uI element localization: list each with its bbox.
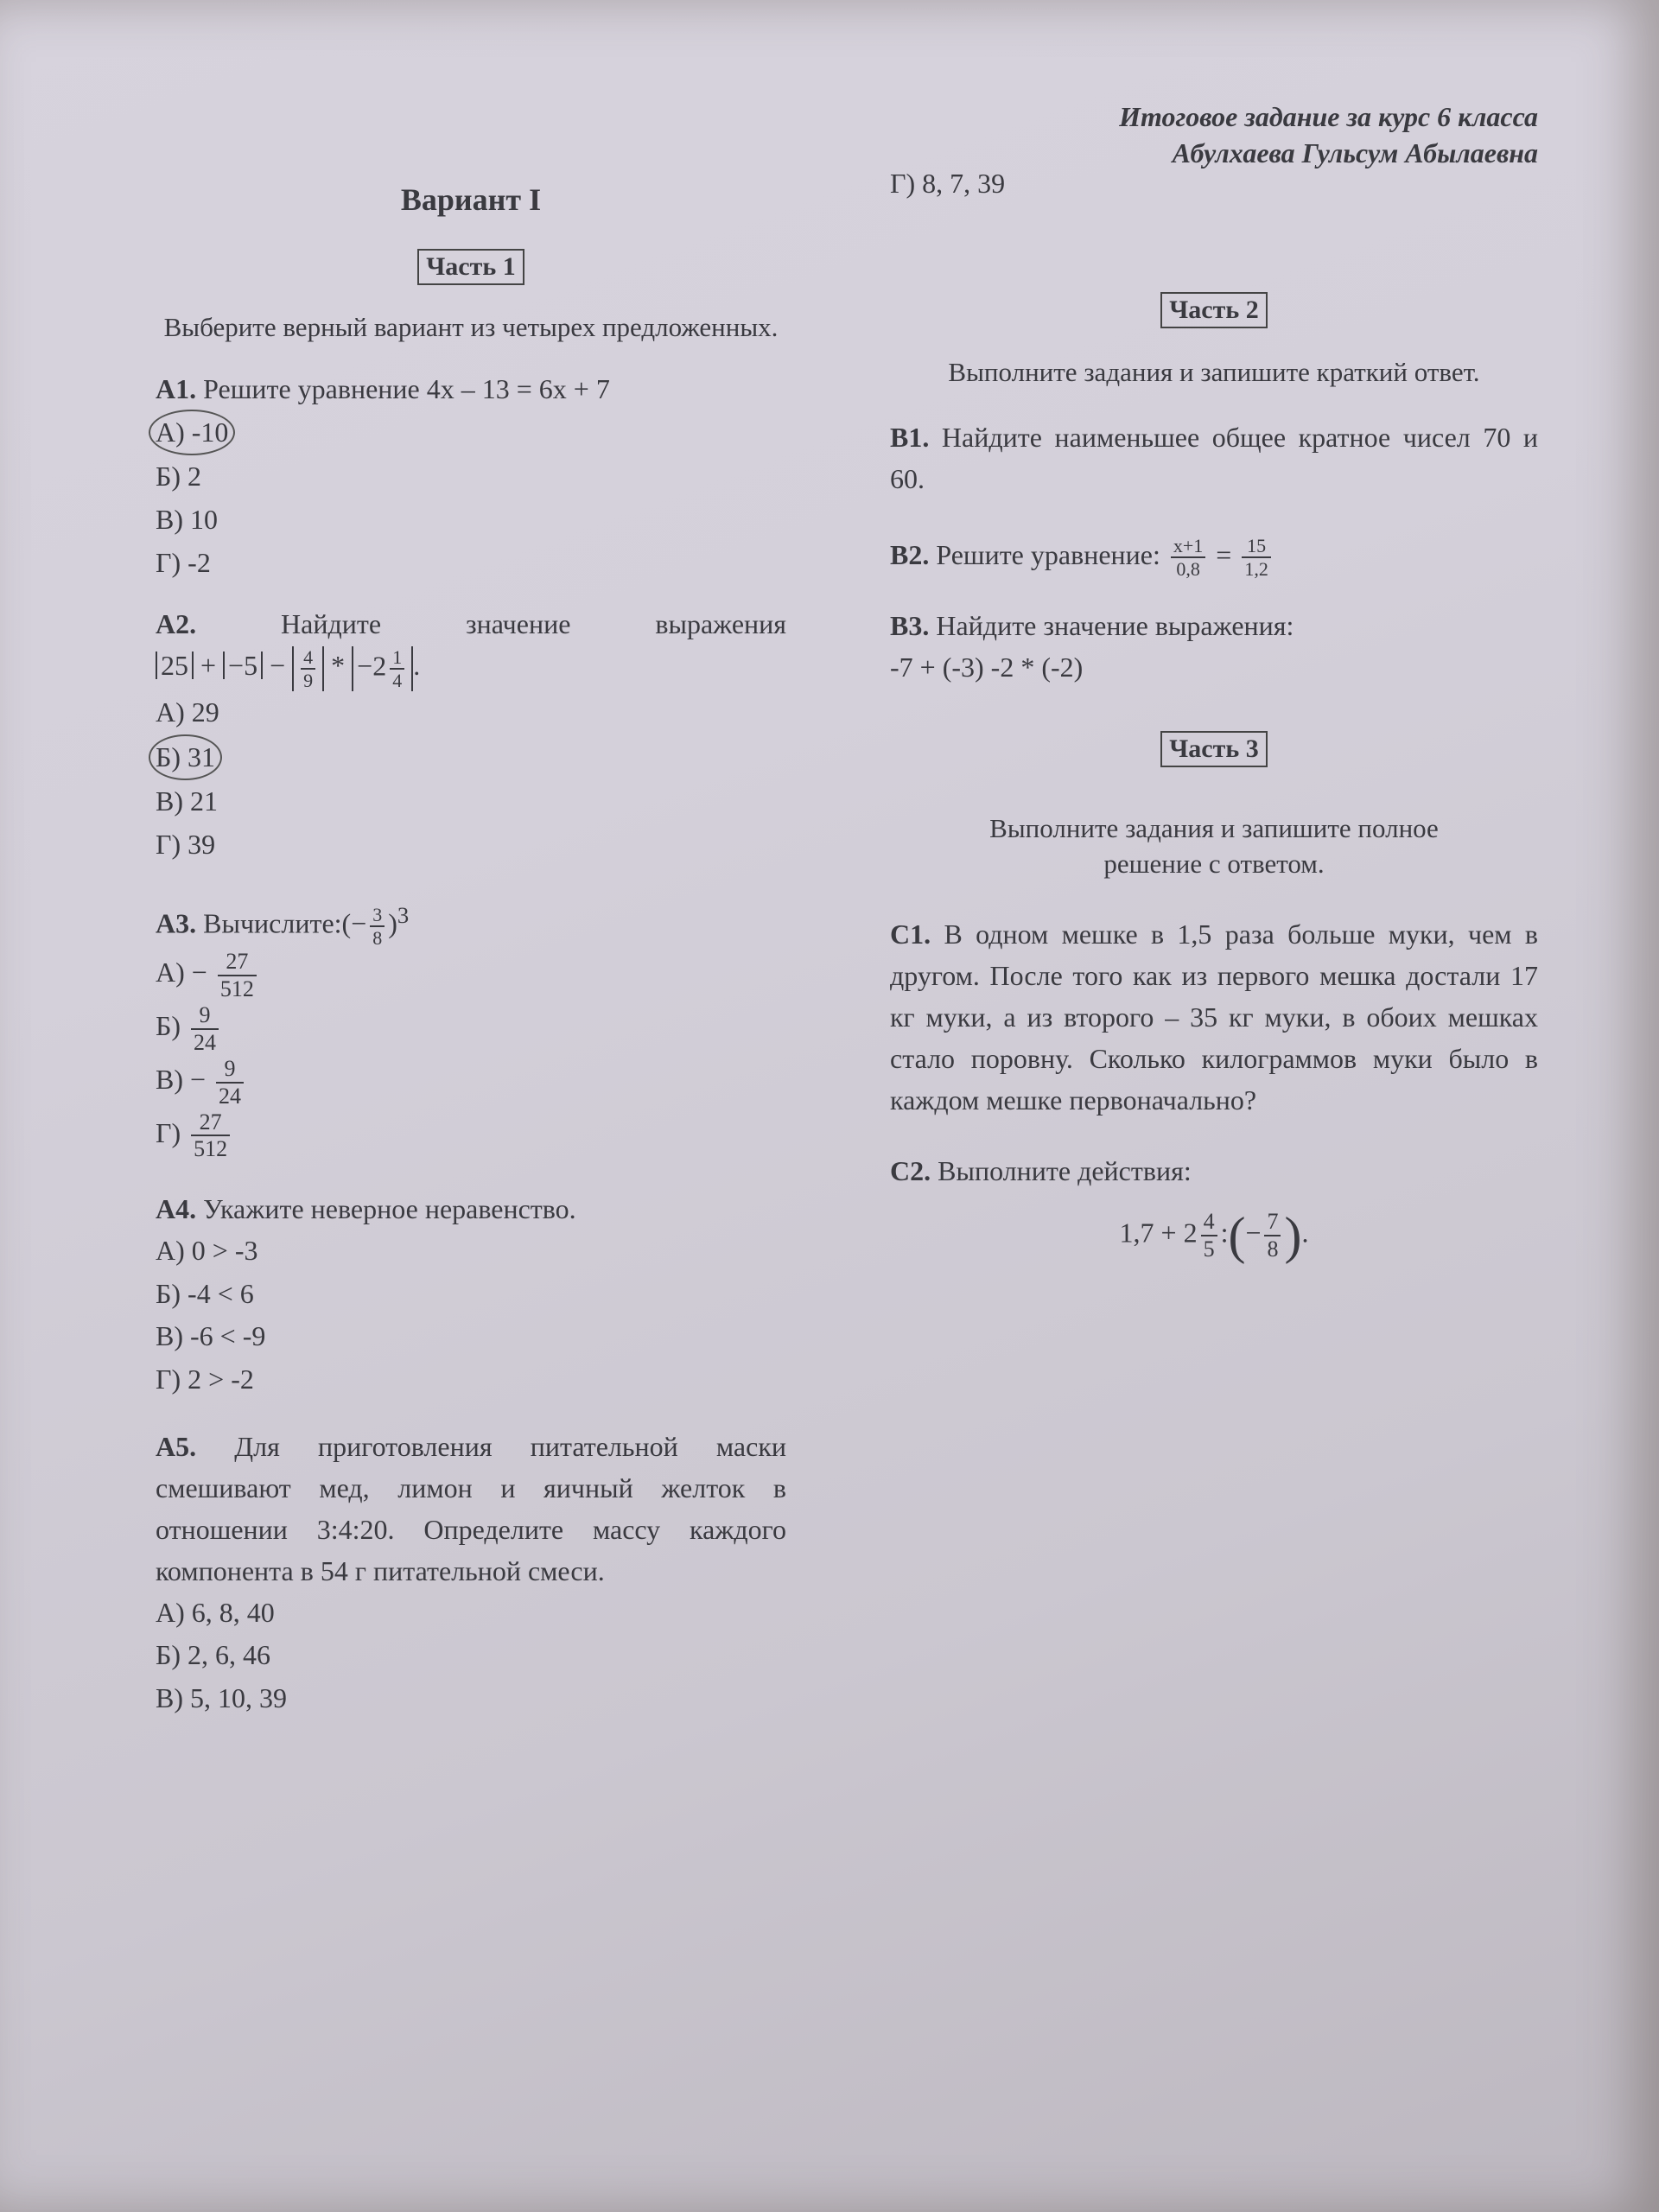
a3-option-b: Б) $\frac{9}{24}$	[156, 1002, 786, 1056]
part2-instruction: Выполните задания и запишите краткий ответ.	[948, 356, 1480, 387]
a5-option-d: Г) 8, 7, 39	[890, 168, 1006, 200]
a2-option-a: А) 29	[156, 696, 219, 728]
a5-option-c: В) 5, 10, 39	[156, 1681, 287, 1713]
abs-minus5: −5	[223, 652, 263, 679]
header-line1: Итоговое задание за курс 6 класса	[1119, 101, 1538, 132]
a1-text: Решите уравнение 4x – 13 = 6x + 7	[203, 372, 610, 404]
a2-option-b-circled: Б) 31	[149, 734, 222, 781]
part2-box: Часть 2	[1160, 292, 1267, 328]
abs-mixed: −2 $\frac{1}{4}$	[352, 646, 413, 692]
part1-box: Часть 1	[417, 249, 524, 285]
question-c2: С2. Выполните действия:	[890, 1155, 1192, 1187]
a4-number: А4.	[156, 1193, 197, 1225]
question-b2: В2. Решите уравнение: $\frac{x+1}{0,8}$ = $\frac{15}{1,2}$	[890, 534, 1538, 581]
a4-option-d: Г) 2 > -2	[156, 1363, 254, 1395]
a3-text: Вычислите:	[203, 907, 342, 939]
a4-option-a: А) 0 > -3	[156, 1235, 258, 1267]
b3-expression: -7 + (-3) -2 * (-2)	[890, 651, 1084, 683]
a1-number: А1.	[156, 372, 197, 404]
question-a1	[156, 368, 786, 584]
question-b1: В1. Найдите наименьшее общее кратное чисел 70 и 60.	[890, 421, 1539, 494]
a2-option-c: В) 21	[156, 785, 218, 817]
question-c1: С1. В одном мешке в 1,5 раза больше муки, чем в другом. После того как из первого мешка достали 17 кг муки, а из второго – 35 кг муки, в обоих мешках стало поровну. Сколько килограммов муки было в каждом мешке первоначально?	[890, 918, 1539, 1116]
a4-text: Укажите неверное неравенство.	[203, 1193, 576, 1225]
a3-option-a: А) − $\frac{27}{512}$	[156, 949, 786, 1002]
question-a4	[156, 1188, 786, 1401]
part1-instruction: Выберите верный вариант из четырех предложенных.	[163, 312, 779, 342]
part3-box: Часть 3	[1160, 731, 1267, 767]
question-b3: В3. Найдите значение выражения: -7 + (-3) -2 * (-2)	[890, 605, 1538, 688]
a4-option-c: В) -6 < -9	[156, 1320, 266, 1352]
a3-option-d: Г) $\frac{27}{512}$	[156, 1109, 786, 1163]
a3-number: А3.	[156, 907, 197, 939]
a2-number: А2.	[156, 608, 197, 640]
right-column	[890, 99, 1538, 1274]
part3-instruction: Выполните задания и запишите полное решение с ответом.	[989, 812, 1439, 880]
a5-option-a: А) 6, 8, 40	[156, 1596, 275, 1628]
left-column	[156, 181, 786, 1719]
a5-option-b: Б) 2, 6, 46	[156, 1639, 271, 1671]
c2-expression: 1,7 + 2 $\frac{4}{5}$ :(− $\frac{7}{8}$ ).	[1119, 1207, 1309, 1265]
a1-option-d: Г) -2	[156, 546, 211, 578]
a5-number: А5.	[156, 1430, 197, 1462]
a1-option-b: Б) 2	[156, 461, 202, 493]
question-a2	[156, 603, 786, 866]
a1-option-a-circled: А) -10	[149, 410, 235, 456]
a1-option-c: В) 10	[156, 504, 218, 536]
abs-fraction: $\frac{4}{9}$	[292, 646, 324, 692]
a2-text: Найдите значение выражения	[281, 608, 787, 640]
a2-option-d: Г) 39	[156, 828, 216, 860]
variant-title: Вариант I	[400, 182, 542, 217]
a3-option-c: В) − $\frac{9}{24}$	[156, 1056, 786, 1109]
a5-text: Для приготовления питательной маски смешивают мед, лимон и яичный желток в отношении 3:4:20. Определите массу каждого компонента в 54 г питательной смеси.	[156, 1430, 787, 1586]
question-a5	[156, 1426, 786, 1720]
header-line2: Абулхаева Гульсум Абылаевна	[1172, 137, 1538, 168]
question-a3: А3. Вычислите:(− $\frac{3}{8}$ )$^3$ А) − $\frac{27}{512}$ Б) $\frac{9}{24}$ В) − $\frac{9}{24}$ Г) $\frac{27}{512}$	[156, 898, 786, 1163]
a4-option-b: Б) -4 < 6	[156, 1277, 254, 1309]
abs-25: 25	[156, 652, 194, 679]
a2-expression: 25 + −5 − $\frac{4}{9}$ * −2 $\frac{1}{4}$ .	[156, 645, 786, 691]
